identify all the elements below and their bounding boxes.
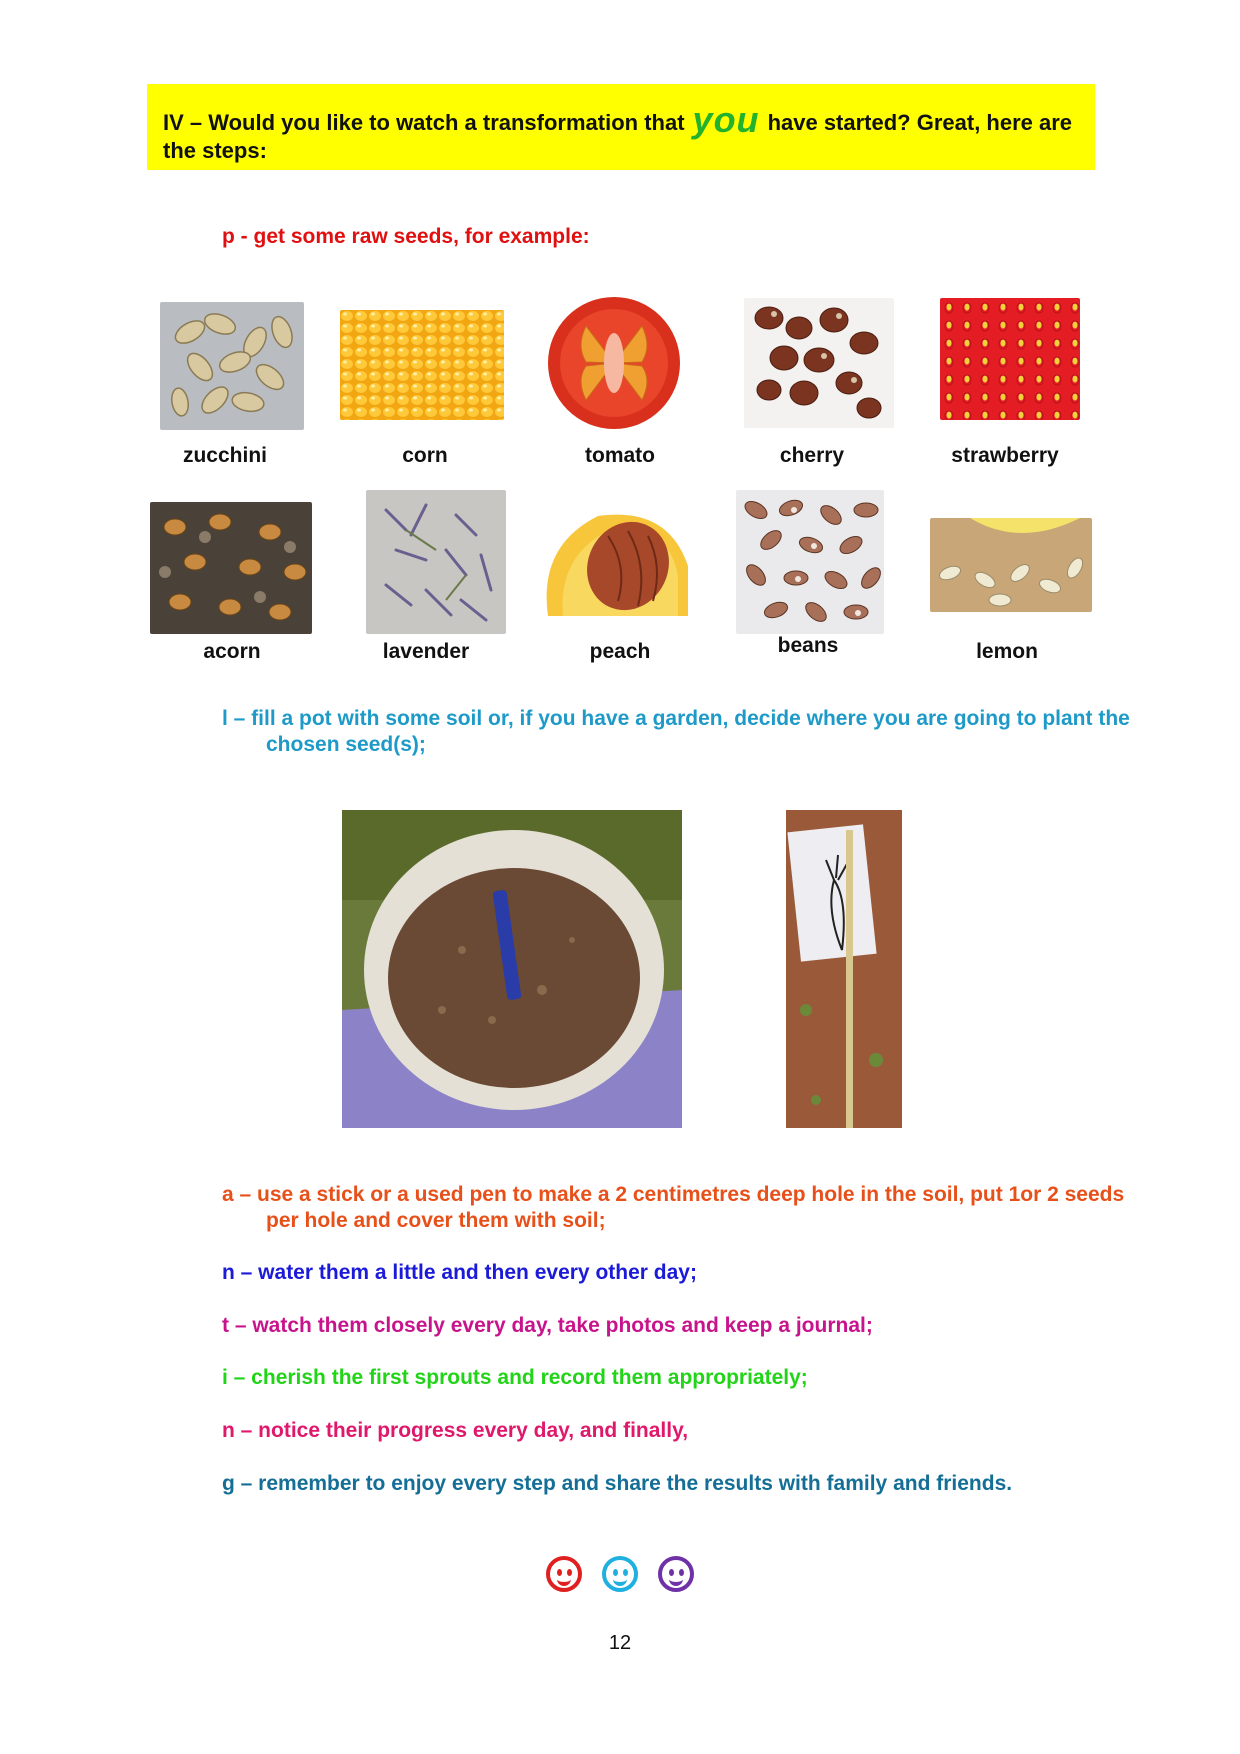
seed-label-lavender: lavender (382, 640, 470, 663)
banner-text-start: IV – Would you like to watch a transformation that (163, 110, 685, 135)
tomato-slice-image (546, 296, 682, 430)
seed-label-cherry: cherry (779, 444, 845, 467)
step-n-notice: n – notice their progress every day, and finally, (222, 1419, 689, 1442)
smiley-purple-icon (658, 1556, 694, 1592)
cherry-pits-image (744, 298, 894, 428)
corn-kernels-image (340, 310, 504, 420)
pot-with-soil-photo (342, 810, 682, 1128)
seed-label-corn: corn (402, 444, 448, 467)
step-t: t – watch them closely every day, take photos and keep a journal; (222, 1314, 873, 1337)
banner-emphasis-you: you (692, 99, 760, 140)
strawberry-image (940, 298, 1080, 420)
beans-image (736, 490, 884, 634)
seed-label-zucchini: zucchini (182, 444, 267, 467)
step-g: g – remember to enjoy every step and share the results with family and friends. (222, 1472, 1013, 1495)
seed-label-lemon: lemon (976, 640, 1038, 663)
step-p: p - get some raw seeds, for example: (222, 225, 590, 248)
step-l: l – fill a pot with some soil or, if you have a garden, decide where you are going to plant the chosen seed(s); (222, 707, 1130, 756)
zucchini-seeds-image (160, 302, 304, 430)
seed-label-acorn: acorn (203, 640, 261, 663)
seed-label-peach: peach (589, 640, 651, 663)
seed-label-strawberry: strawberry (951, 444, 1059, 467)
seed-label-tomato: tomato (585, 444, 655, 467)
step-a: a – use a stick or a used pen to make a 2 centimetres deep hole in the soil, put 1or 2 seeds per hole and cover them with soil; (222, 1183, 1125, 1232)
smiley-blue-icon (602, 1556, 638, 1592)
step-n-water: n – water them a little and then every other day; (222, 1261, 697, 1284)
title-banner (147, 84, 1095, 170)
page-number: 12 (608, 1632, 632, 1654)
peach-pit-image (538, 506, 692, 622)
step-i: i – cherish the first sprouts and record them appropriately; (222, 1366, 808, 1389)
lemon-seeds-image (930, 518, 1092, 612)
seed-label-beans: beans (777, 634, 839, 657)
smiley-red-icon (546, 1556, 582, 1592)
plant-marker-stick-photo (786, 810, 902, 1128)
banner-text-end: have started? Great, here are the steps: (163, 110, 1073, 163)
acorn-image (150, 502, 312, 634)
lavender-image (366, 490, 506, 634)
